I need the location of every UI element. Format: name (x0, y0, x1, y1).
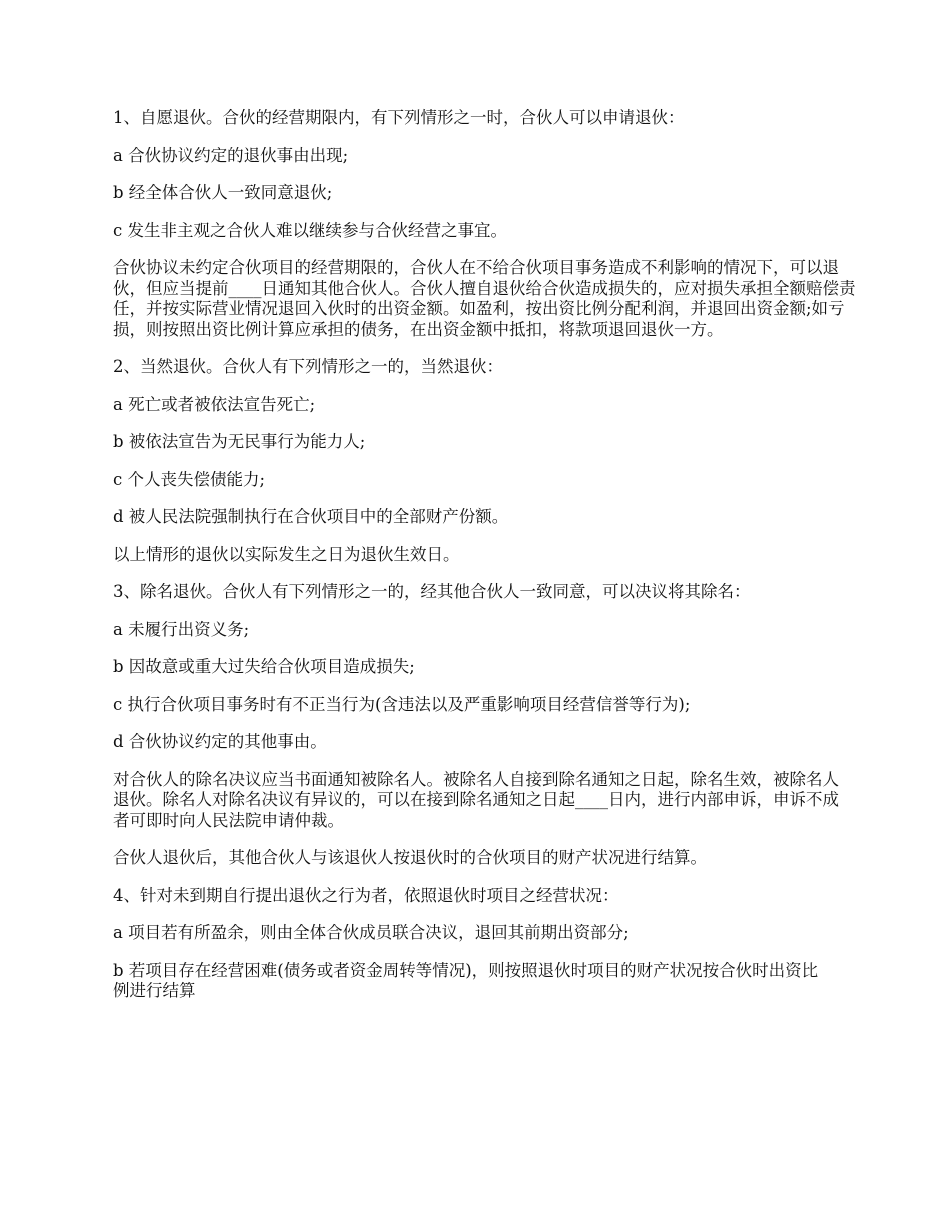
paragraph-automatic-d: d 被人民法院强制执行在合伙项目中的全部财产份额。 (113, 507, 509, 526)
paragraph-automatic-a: a 死亡或者被依法宣告死亡; (113, 394, 316, 414)
paragraph-automatic-withdrawal-heading: 2、当然退伙。合伙人有下列情形之一的，当然退伙： (113, 357, 503, 376)
document-body (113, 108, 856, 1019)
paragraph-automatic-c: c 个人丧失偿债能力; (113, 469, 266, 489)
paragraph-voluntary-b: b 经全体合伙人一致同意退伙; (113, 183, 333, 202)
paragraph-expulsion-heading: 3、除名退伙。合伙人有下列情形之一的，经其他合伙人一致同意，可以决议将其除名： (113, 582, 751, 601)
paragraph-voluntary-a: a 合伙协议约定的退伙事由出现; (113, 145, 349, 165)
paragraph-early-b: b 若项目存在经营困难(债务或者资金周转等情况)，则按照退伙时项目的财产状况按合伙时出资比例进行结算 (113, 960, 819, 1000)
paragraph-voluntary-c: c 发生非主观之合伙人难以继续参与合伙经营之事宜。 (113, 220, 507, 240)
paragraph-expulsion-notice: 对合伙人的除名决议应当书面通知被除名人。被除名人自接到除名通知之日起，除名生效，被除名人退伙。除名人对除名决议有异议的，可以在接到除名通知之日起____日内，进行内部申诉，申诉不成者可即时向人民法院申请仲裁。 (113, 769, 839, 830)
paragraph-expulsion-c: c 执行合伙项目事务时有不正当行为(含违法以及严重影响项目经营信誉等行为); (113, 694, 691, 714)
paragraph-early-a: a 项目若有所盈余，则由全体合伙成员联合决议，退回其前期出资部分; (113, 923, 629, 942)
paragraph-expulsion-a: a 未履行出资义务; (113, 619, 250, 639)
paragraph-effective-date: 以上情形的退伙以实际发生之日为退伙生效日。 (113, 544, 460, 564)
paragraph-early-withdrawal-heading: 4、针对未到期自行提出退伙之行为者，依照退伙时项目之经营状况： (113, 885, 619, 905)
paragraph-automatic-b: b 被依法宣告为无民事行为能力人; (113, 432, 366, 451)
paragraph-unspecified-term: 合伙协议未约定合伙项目的经营期限的，合伙人在不给合伙项目事务造成不利影响的情况下，可以退伙，但应当提前____日通知其他合伙人。合伙人擅自退伙给合伙造成损失的，应对损失承担全额赔偿责任，并按实际营业情况退回入伙时的出资金额。如盈利，按出资比例分配利润，并退回出资金额;如亏损，则按照出资比例计算应承担的债务，在出资金额中抵扣，将款项退回退伙一方。 (113, 258, 856, 339)
paragraph-voluntary-withdrawal-heading: 1、自愿退伙。合伙的经营期限内，有下列情形之一时，合伙人可以申请退伙： (113, 108, 685, 127)
paragraph-expulsion-b: b 因故意或重大过失给合伙项目造成损失; (113, 657, 415, 676)
paragraph-expulsion-d: d 合伙协议约定的其他事由。 (113, 732, 327, 751)
paragraph-settlement: 合伙人退伙后，其他合伙人与该退伙人按退伙时的合伙项目的财产状况进行结算。 (113, 848, 707, 867)
